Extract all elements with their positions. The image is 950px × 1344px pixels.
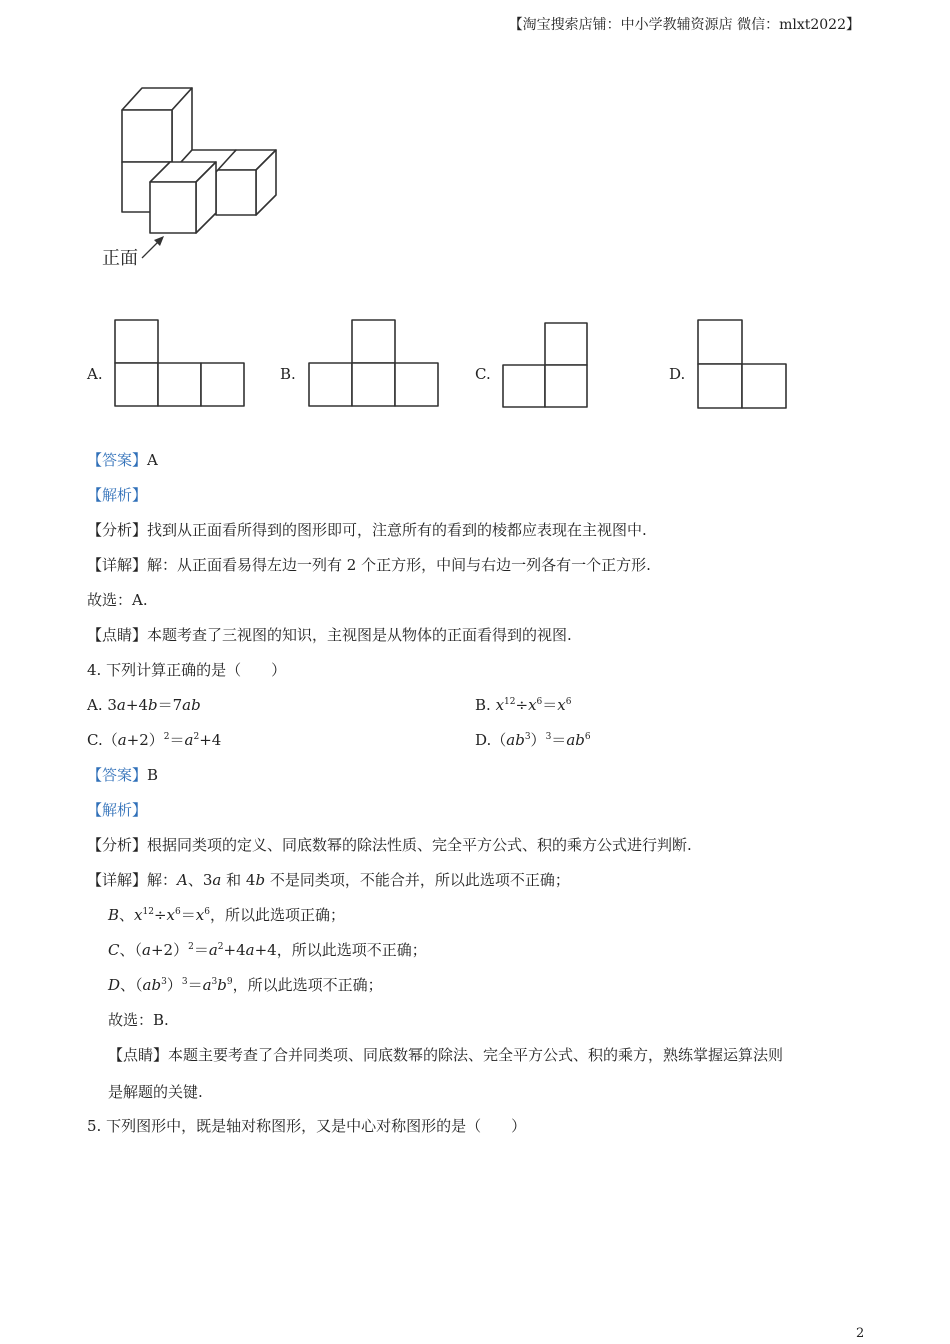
option-b-label: B. (280, 365, 296, 383)
page-header: 【淘宝搜索店铺：中小学教辅资源店 微信：mlxt2022】 (508, 17, 860, 33)
q4-comment-line2: 是解题的关键. (108, 1083, 203, 1101)
q3-analysis-tag: 【解析】 (87, 486, 148, 504)
q3-choose: 故选：A. (87, 591, 148, 609)
q4-detail-a: 【详解】解：A、3a 和 4b 不是同类项，不能合并，所以此选项不正确； (87, 871, 570, 889)
q4-analysis-tag: 【解析】 (87, 801, 148, 819)
q3-fenxi: 【分析】找到从正面看所得到的图形即可，注意所有的看到的棱都应表现在主视图中. (87, 521, 647, 539)
option-b-figure (306, 318, 446, 408)
q5-stem: 5. 下列图形中，既是轴对称图形，又是中心对称图形的是（ ） (87, 1117, 527, 1135)
q4-fenxi: 【分析】根据同类项的定义、同底数幂的除法性质、完全平方公式、积的乘方公式进行判断. (87, 836, 692, 854)
page-number: 2 (856, 1326, 865, 1341)
q4-option-c: $C.(a+2)^2=a^2+4$ (87, 731, 222, 749)
option-a-figure (112, 318, 252, 408)
q4-option-d: $D.(ab^3)^3=ab^6$ (475, 731, 591, 749)
option-a-label: A. (87, 365, 103, 383)
q4-comment-line1: 【点睛】本题主要考查了合并同类项、同底数幂的除法、完全平方公式、积的乘方，熟练掌握运算法则 (108, 1046, 784, 1064)
q4-option-a: A. 3a+4b＝7ab (87, 696, 201, 714)
q4-answer: 【答案】B (87, 766, 159, 784)
q3-comment: 【点睛】本题考查了三视图的知识，主视图是从物体的正面看得到的视图. (87, 626, 572, 644)
option-d-figure (696, 318, 796, 413)
q4-option-b: B. $x^{12}\div x^6=x^6$ (475, 696, 572, 714)
q4-detail-c: C、$(a+2)^2=a^2+4a+4$，所以此选项不正确； (108, 941, 427, 959)
q3-answer: 【答案】A (87, 451, 158, 469)
q3-detail: 【详解】解：从正面看易得左边一列有 2 个正方形，中间与右边一列各有一个正方形. (87, 556, 651, 574)
q4-choose: 故选：B. (108, 1011, 169, 1029)
q4-detail-b: B、$x^{12}\div x^6=x^6$，所以此选项正确； (108, 906, 345, 924)
option-c-label: C. (475, 365, 491, 383)
front-label: 正面 (102, 248, 138, 269)
option-d-label: D. (669, 365, 686, 383)
q4-detail-d: D、$(ab^3)^3=a^3b^9$，所以此选项不正确； (108, 976, 383, 994)
q4-stem: 4. 下列计算正确的是（ ） (87, 661, 287, 679)
option-c-figure (502, 320, 602, 410)
